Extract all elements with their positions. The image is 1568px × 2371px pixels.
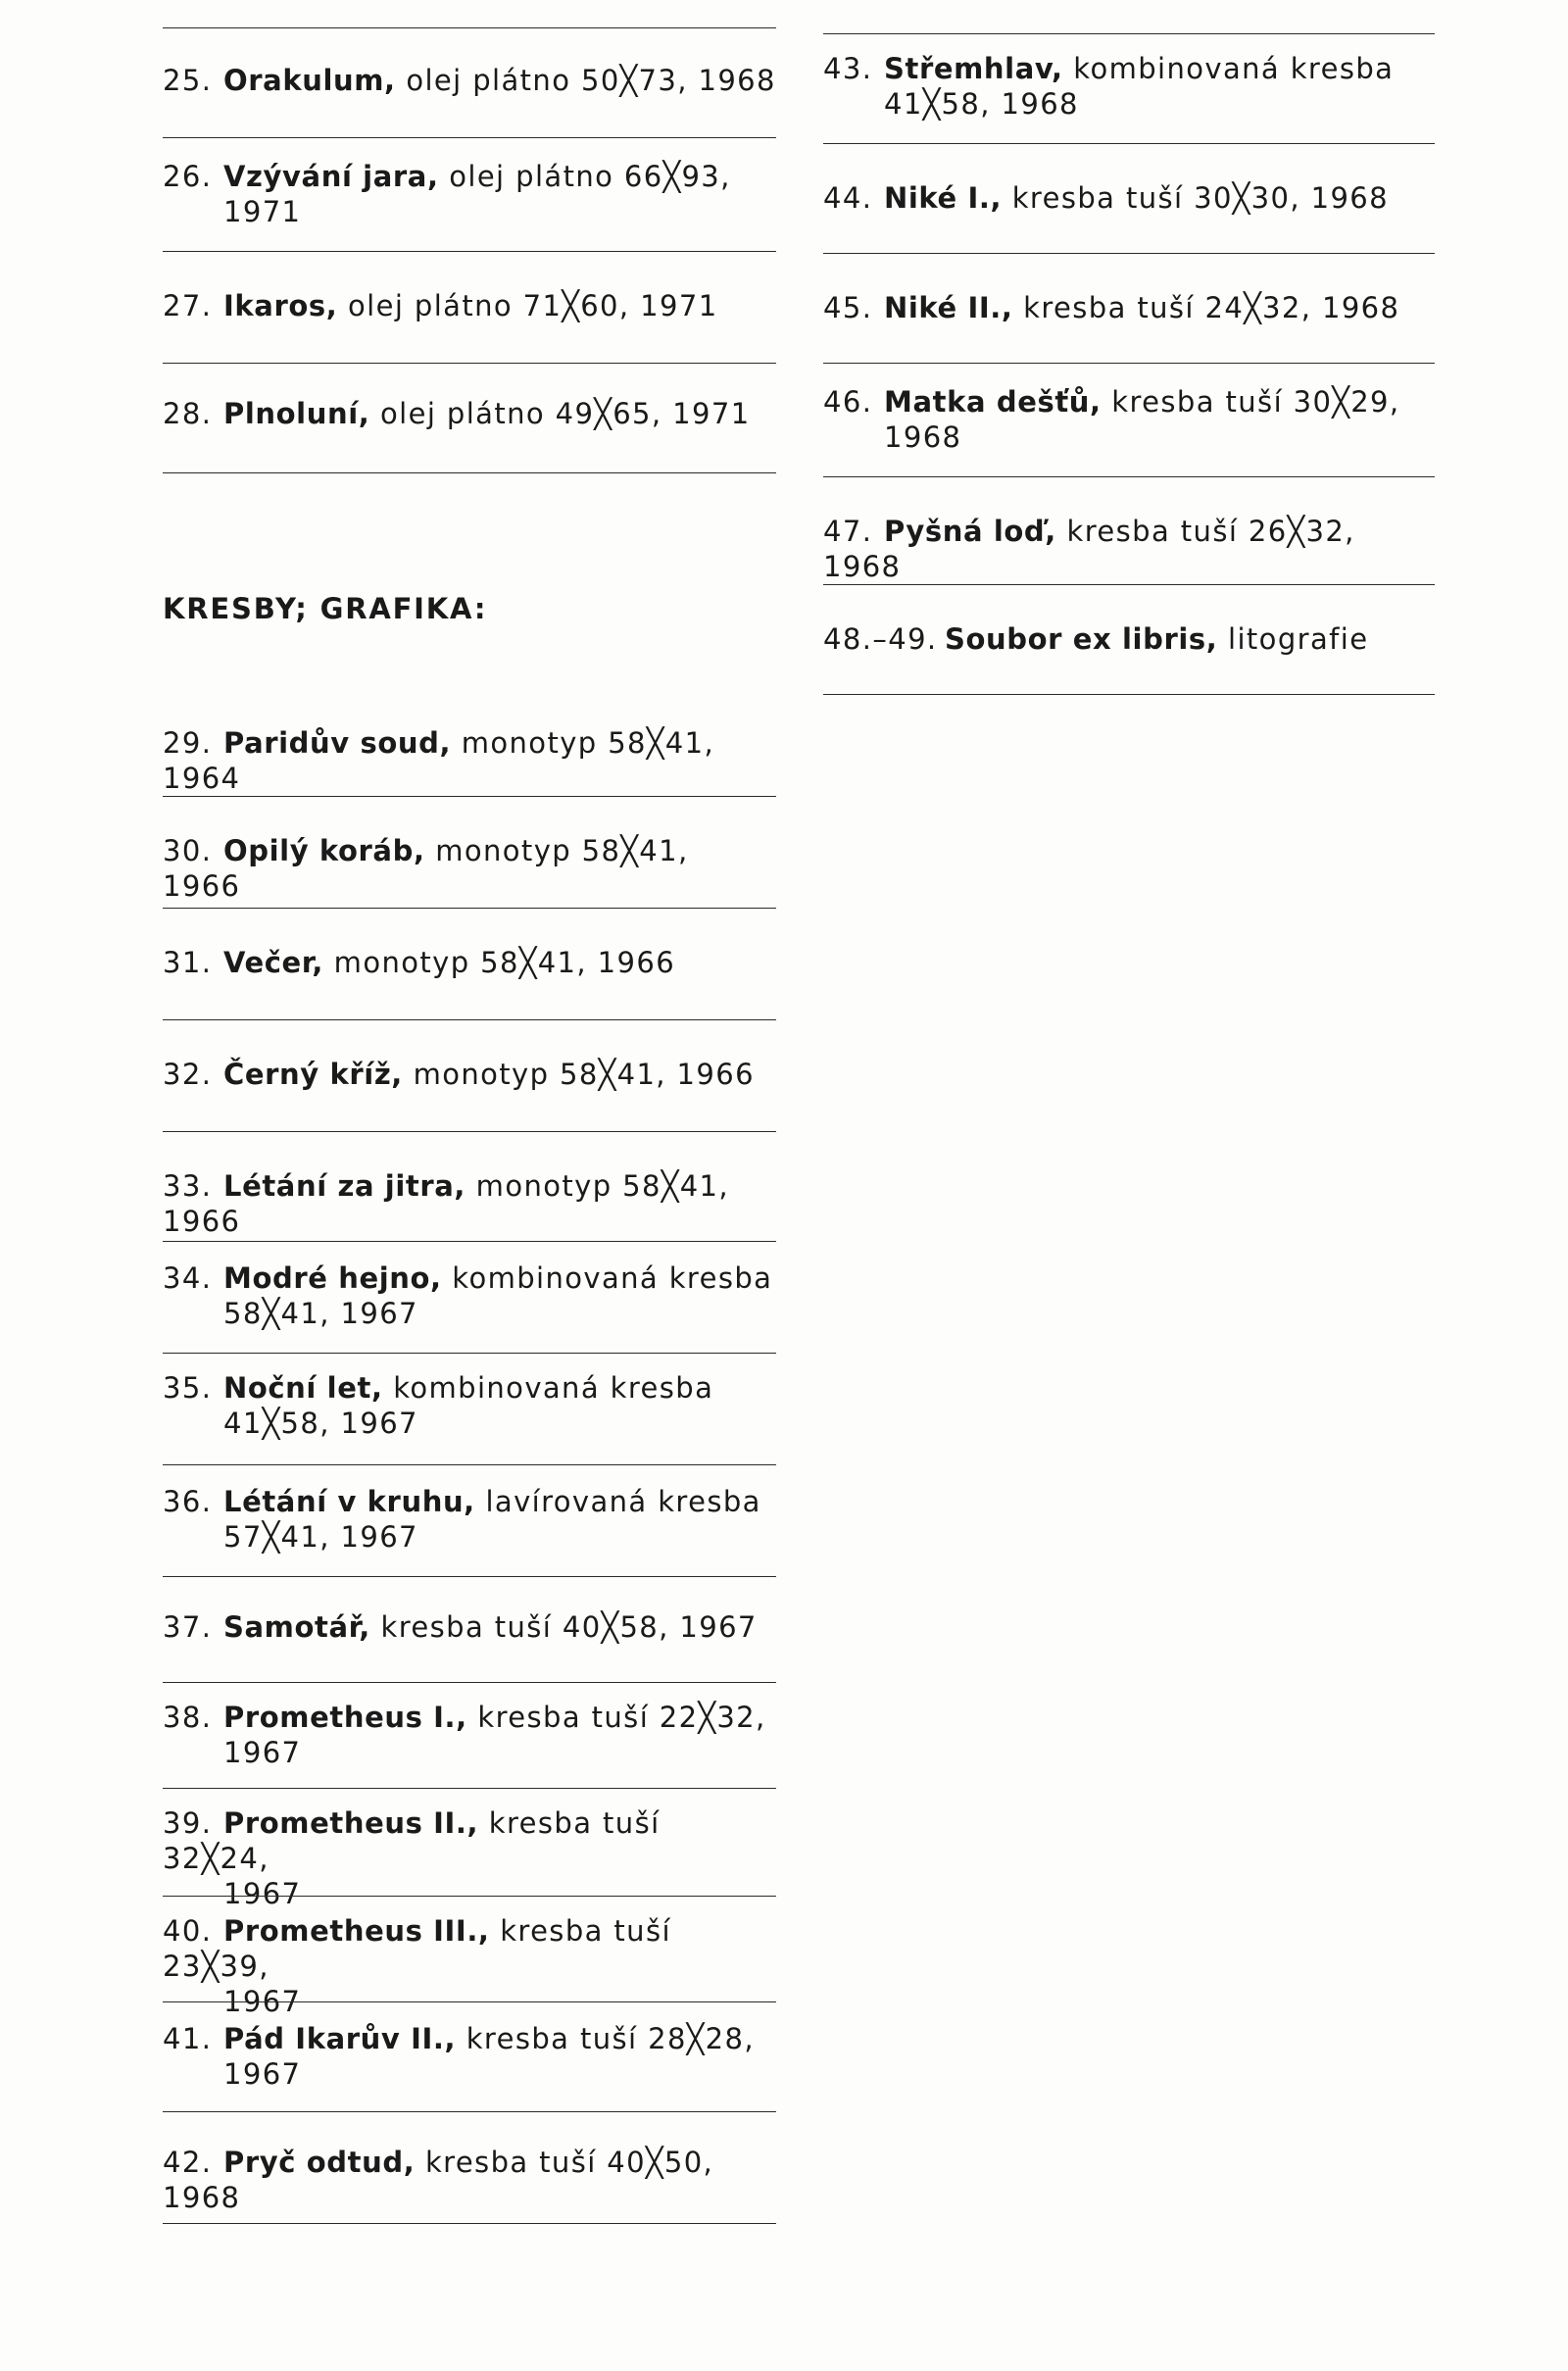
catalog-entry-36: 36. Létání v kruhu, lavírovaná kresba 57╳41, 1967 xyxy=(163,1485,761,1554)
divider xyxy=(823,584,1435,585)
catalog-entry-33: 33. Létání za jitra, monotyp 58╳41, 1966 xyxy=(163,1169,730,1238)
catalog-entry-45: 45. Niké II., kresba tuší 24╳32, 1968 xyxy=(823,291,1400,324)
catalog-entry-31: 31. Večer, monotyp 58╳41, 1966 xyxy=(163,946,676,979)
catalog-entry-28: 28. Plnoluní, olej plátno 49╳65, 1971 xyxy=(163,397,751,430)
catalog-entry-27: 27. Ikaros, olej plátno 71╳60, 1971 xyxy=(163,289,718,322)
catalog-entry-32: 32. Černý kříž, monotyp 58╳41, 1966 xyxy=(163,1058,755,1091)
divider xyxy=(823,694,1435,695)
divider xyxy=(163,1576,776,1577)
catalog-entry-42: 42. Pryč odtud, kresba tuší 40╳50, 1968 xyxy=(163,2146,714,2214)
catalog-entry-26: 26. Vzývání jara, olej plátno 66╳93, 1971 xyxy=(163,160,731,228)
catalog-entry-30: 30. Opilý koráb, monotyp 58╳41, 1966 xyxy=(163,834,689,903)
divider xyxy=(823,476,1435,477)
divider xyxy=(163,796,776,797)
divider xyxy=(163,472,776,473)
catalog-entry-41: 41. Pád Ikarův II., kresba tuší 28╳28, 1967 xyxy=(163,2022,755,2091)
catalog-entry-38: 38. Prometheus I., kresba tuší 22╳32, 1967 xyxy=(163,1701,766,1769)
divider xyxy=(163,2111,776,2112)
catalog-entry-47: 47. Pyšná loď, kresba tuší 26╳32, 1968 xyxy=(823,515,1355,583)
catalog-entry-29: 29. Paridův soud, monotyp 58╳41, 1964 xyxy=(163,726,715,795)
divider xyxy=(163,2223,776,2224)
catalog-entry-44: 44. Niké I., kresba tuší 30╳30, 1968 xyxy=(823,181,1389,215)
divider xyxy=(823,143,1435,144)
catalog-entry-25: 25. Orakulum, olej plátno 50╳73, 1968 xyxy=(163,64,776,97)
divider xyxy=(163,1019,776,1020)
catalog-entry-35: 35. Noční let, kombinovaná kresba 41╳58, 1967 xyxy=(163,1371,714,1440)
divider xyxy=(163,1682,776,1683)
divider xyxy=(163,137,776,138)
catalog-entry-34: 34. Modré hejno, kombinovaná kresba 58╳41, 1967 xyxy=(163,1261,773,1330)
divider xyxy=(163,1353,776,1354)
divider xyxy=(163,2001,776,2002)
catalog-entry-48-49: 48.–49. Soubor ex libris, litografie xyxy=(823,622,1369,656)
divider xyxy=(163,27,776,28)
divider xyxy=(163,1241,776,1242)
catalog-entry-46: 46. Matka dešťů, kresba tuší 30╳29, 1968 xyxy=(823,385,1400,454)
catalog-entry-43: 43. Střemhlav, kombinovaná kresba 41╳58, 1968 xyxy=(823,52,1395,121)
divider xyxy=(163,1788,776,1789)
divider xyxy=(163,1464,776,1465)
section-heading: KRESBY; GRAFIKA: xyxy=(163,592,488,625)
catalog-entry-37: 37. Samotář, kresba tuší 40╳58, 1967 xyxy=(163,1610,758,1644)
divider xyxy=(163,251,776,252)
divider xyxy=(163,908,776,909)
divider xyxy=(823,363,1435,364)
divider xyxy=(823,33,1435,34)
catalog-entry-39: 39. Prometheus II., kresba tuší 32╳24, 1967 xyxy=(163,1806,661,1910)
divider xyxy=(163,363,776,364)
divider xyxy=(163,1131,776,1132)
catalog-entry-40: 40. Prometheus III., kresba tuší 23╳39, 1967 xyxy=(163,1914,671,2018)
divider xyxy=(823,253,1435,254)
divider xyxy=(163,1896,776,1897)
